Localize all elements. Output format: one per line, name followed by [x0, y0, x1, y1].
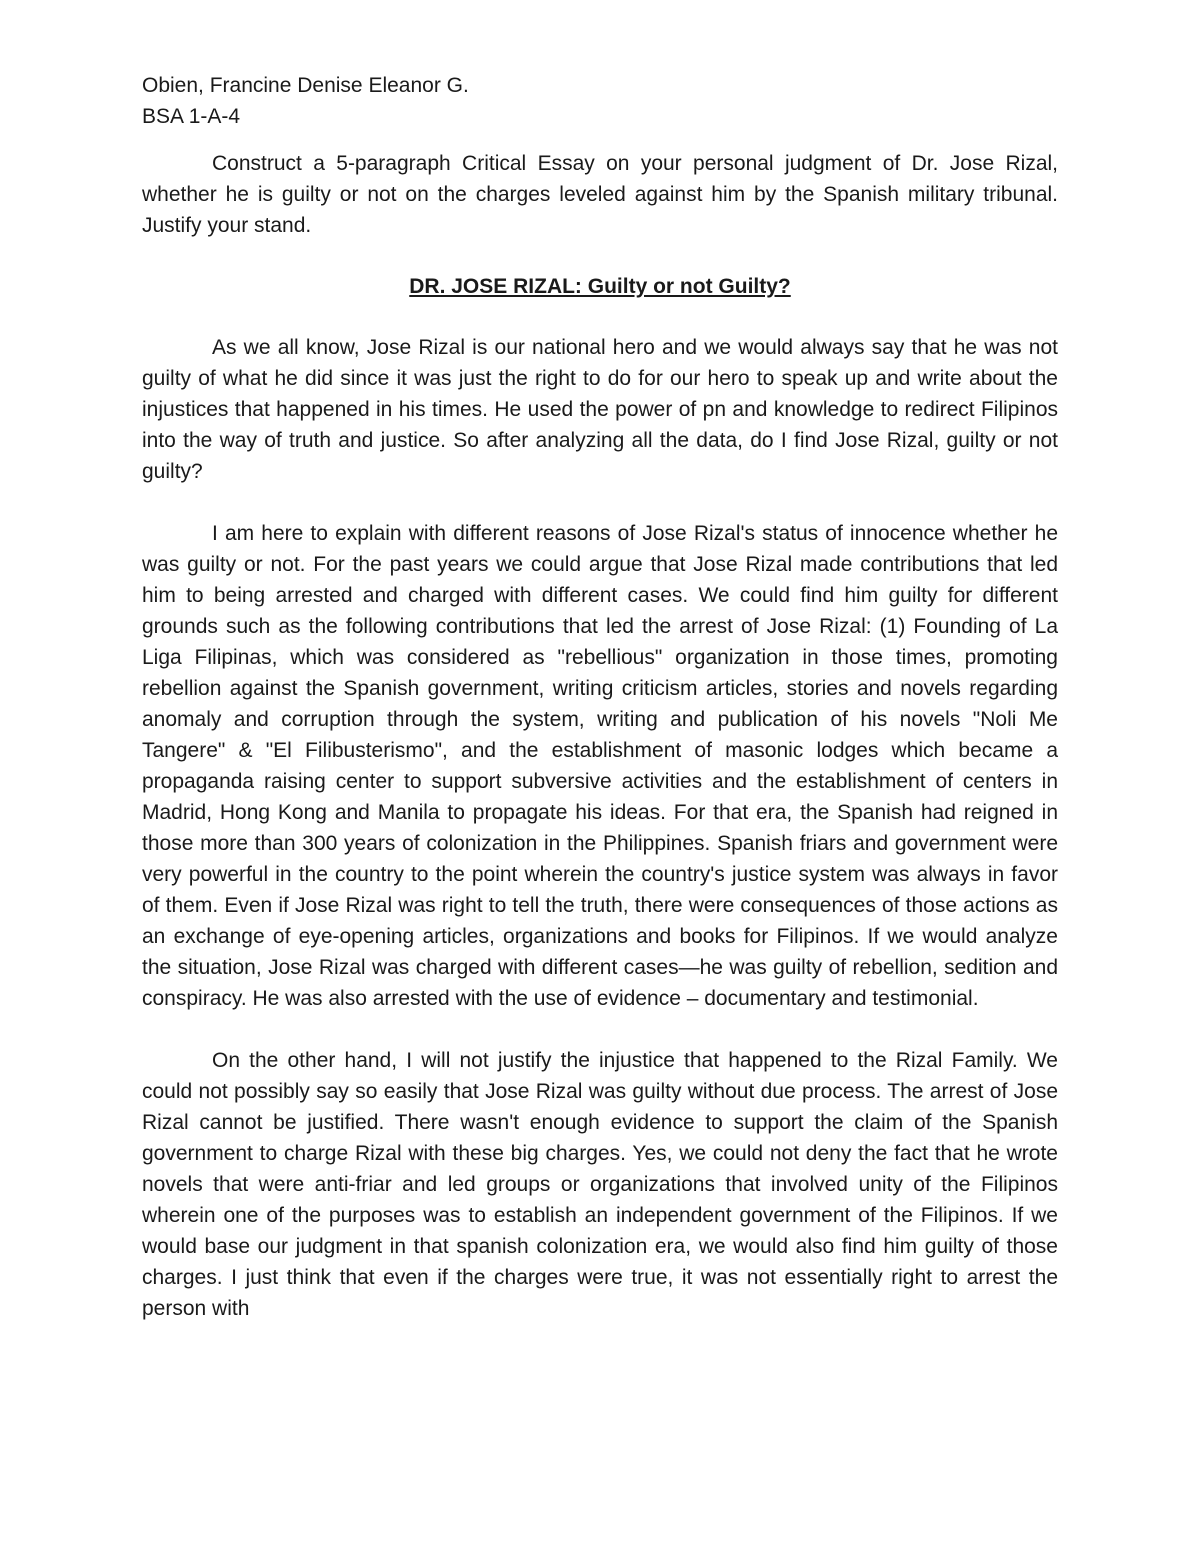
- essay-paragraph-2: I am here to explain with different reasons of Jose Rizal's status of innocence whether he was guilty or not. For the past years we could argue that Jose Rizal made contributions that led him to being arrested and charged with different cases. We could find him guilty for different grounds such as the following contributions that led the arrest of Jose Rizal: (1) Founding of La Liga Filipinas, which was considered as "rebellious" organization in those times, promoting rebellion against the Spanish government, writing criticism articles, stories and novels regarding anomaly and corruption through the system, writing and publication of his novels "Noli Me Tangere" & "El Filibusterismo", and the establishment of masonic lodges which became a propaganda raising center to support subversive activities and the establishment of centers in Madrid, Hong Kong and Manila to propagate his ideas. For that era, the Spanish had reigned in those more than 300 years of colonization in the Philippines. Spanish friars and government were very powerful in the country to the point wherein the country's justice system was always in favor of them. Even if Jose Rizal was right to tell the truth, there were consequences of those actions as an exchange of eye-opening articles, organizations and books for Filipinos. If we would analyze the situation, Jose Rizal was charged with different cases—he was guilty of rebellion, sedition and conspiracy. He was also arrested with the use of evidence – documentary and testimonial.: [142, 522, 1058, 1010]
- essay-paragraph-3: On the other hand, I will not justify the injustice that happened to the Rizal Family. We could not possibly say so easily that Jose Rizal was guilty without due process. The arrest of Jose Rizal cannot be justified. There wasn't enough evidence to support the claim of the Spanish government to charge Rizal with these big charges. Yes, we could not deny the fact that he wrote novels that were anti-friar and led groups or organizations that involved unity of the Filipinos wherein one of the purposes was to establish an independent government of the Filipinos. If we would base our judgment in that spanish colonization era, we would also find him guilty of those charges. I just think that even if the charges were true, it was not essentially right to arrest the person with: [142, 1049, 1058, 1320]
- essay-paragraph-1: As we all know, Jose Rizal is our national hero and we would always say that he was not guilty of what he did since it was just the right to do for our hero to speak up and write about the injustices that happened in his times. He used the power of pn and knowledge to redirect Filipinos into the way of truth and justice. So after analyzing all the data, do I find Jose Rizal, guilty or not guilty?: [142, 336, 1058, 483]
- essay-prompt: Construct a 5-paragraph Critical Essay on your personal judgment of Dr. Jose Rizal, whether he is guilty or not on the charges leveled against him by the Spanish military tribunal. Justify your stand.: [142, 152, 1058, 237]
- document-page: [142, 70, 1058, 1324]
- class-section: BSA 1-A-4: [142, 105, 241, 128]
- essay-title: DR. JOSE RIZAL: Guilty or not Guilty?: [409, 275, 791, 298]
- author-name: Obien, Francine Denise Eleanor G.: [142, 74, 469, 97]
